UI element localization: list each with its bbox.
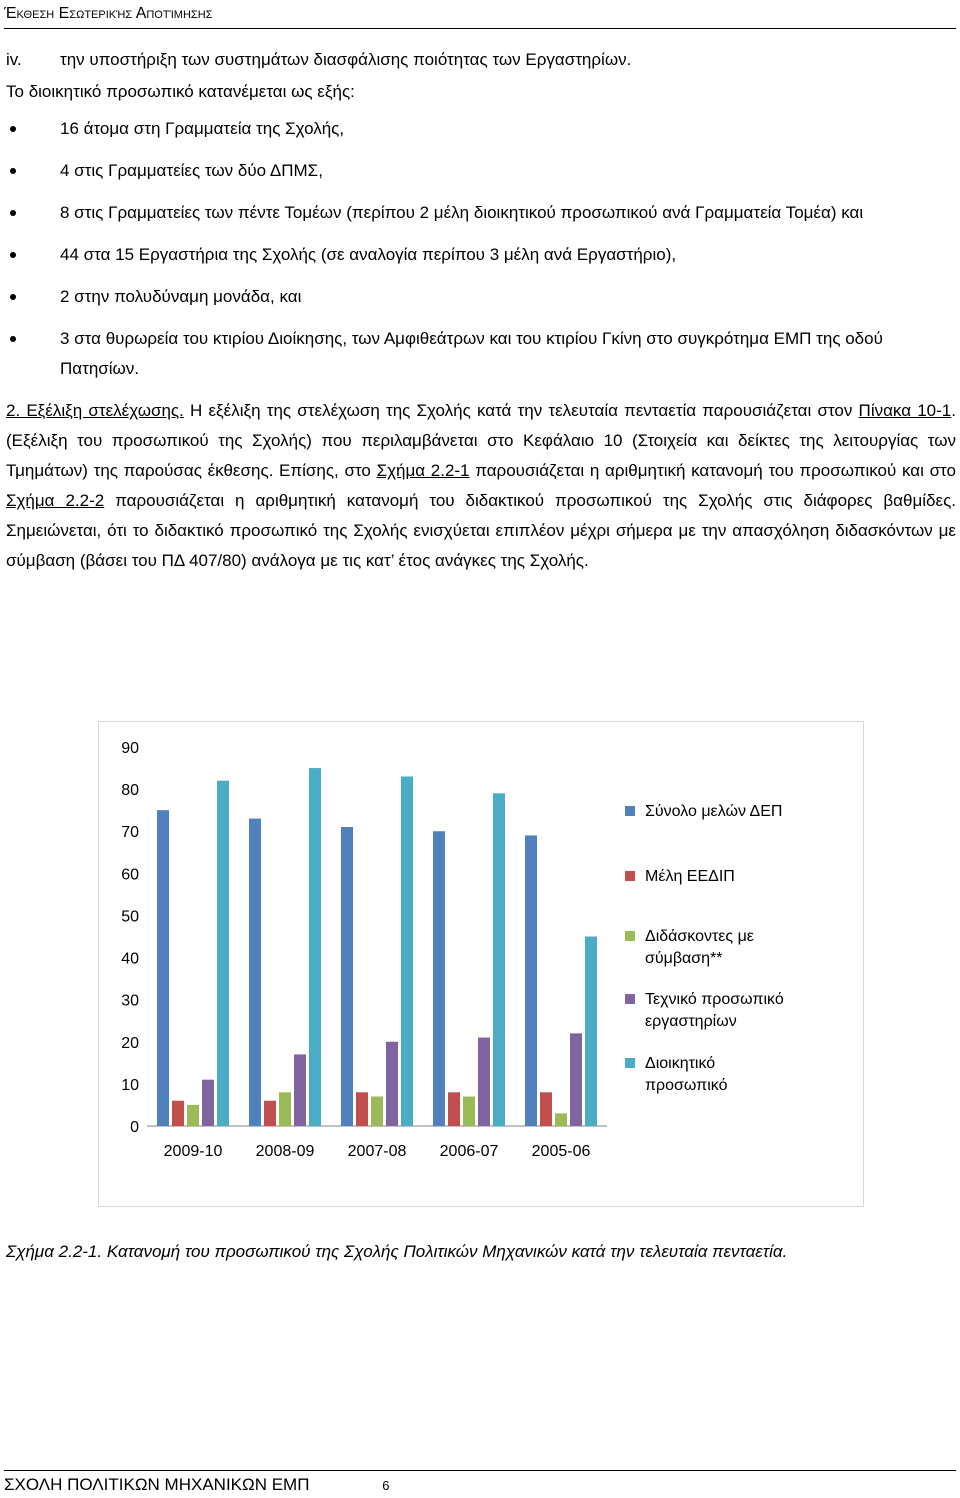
bullet-item: 16 άτομα στη Γραμματεία της Σχολής,	[6, 114, 956, 144]
bar	[478, 1038, 490, 1126]
page-content	[6, 46, 956, 576]
figure-ref-link[interactable]: Σχήμα 2.2-2	[6, 491, 105, 510]
staff-bullet-list	[6, 114, 956, 384]
section-heading: 2. Εξέλιξη στελέχωσης.	[6, 401, 184, 420]
bar	[294, 1054, 306, 1126]
legend-label: προσωπικό	[645, 1077, 728, 1094]
bar	[585, 937, 597, 1127]
legend-swatch	[625, 931, 635, 941]
bullet-item: 3 στα θυρωρεία του κτιρίου Διοίκησης, των Αμφιθεάτρων και του κτιρίου Γκίνη στο συγκρότημα ΕΜΠ της οδού Πατησίων.	[6, 324, 956, 384]
y-tick-label: 60	[121, 866, 139, 884]
legend-label: Διοικητικό	[645, 1055, 716, 1072]
legend-swatch	[625, 806, 635, 816]
bar	[448, 1092, 460, 1126]
y-tick-label: 30	[121, 992, 139, 1010]
bar	[217, 781, 229, 1126]
paragraph-text: . (Εξέλιξη του προσωπικού της Σχολής) που περιλαμβάνεται στο Κεφάλαιο 10 (Στοιχεία και δείκτες της λειτουργίας των Τμημάτων) της παρούσας έκθεσης. Επίσης, στο	[6, 401, 956, 480]
y-tick-label: 70	[121, 824, 139, 842]
figure-ref-link[interactable]: Σχήμα 2.2-1	[376, 461, 470, 480]
bar	[249, 819, 261, 1126]
table-ref-link[interactable]: Πίνακα 10-1	[858, 401, 952, 420]
legend-label: σύμβαση**	[645, 950, 723, 967]
x-tick-label: 2008-09	[255, 1143, 315, 1160]
bar	[202, 1080, 214, 1126]
legend-label: Σύνολο μελών ΔΕΠ	[645, 803, 783, 820]
footer-school: ΣΧΟΛΗ ΠΟΛΙΤΙΚΩΝ ΜΗΧΑΝΙΚΩΝ ΕΜΠ	[4, 1475, 310, 1494]
bar	[187, 1105, 199, 1126]
page-number: 6	[382, 1478, 390, 1493]
bar	[525, 835, 537, 1126]
bar	[172, 1101, 184, 1126]
bullet-item: 4 στις Γραμματείες των δύο ΔΠΜΣ,	[6, 156, 956, 186]
staff-chart-figure	[98, 721, 864, 1207]
legend-label: Τεχνικό προσωπικό	[645, 991, 784, 1008]
y-tick-label: 40	[121, 950, 139, 968]
x-tick-label: 2007-08	[347, 1143, 407, 1160]
bar	[341, 827, 353, 1126]
bullet-item: 2 στην πολυδύναμη μονάδα, και	[6, 282, 956, 312]
figure-caption: Σχήμα 2.2-1. Κατανομή του προσωπικού της Σχολής Πολιτικών Μηχανικών κατά την τελευταία πενταετία.	[6, 1242, 788, 1261]
legend-label: Διδάσκοντες με	[645, 928, 754, 945]
paragraph-text: παρουσιάζεται η αριθμητική κατανομή του προσωπικού και στο	[469, 461, 956, 480]
legend-label: Μέλη ΕΕΔΙΠ	[645, 868, 735, 885]
bar	[555, 1113, 567, 1126]
y-tick-label: 50	[121, 908, 139, 926]
bar	[570, 1033, 582, 1126]
staff-bar-chart	[99, 722, 863, 1206]
bar	[540, 1092, 552, 1126]
legend-swatch	[625, 994, 635, 1004]
bar	[264, 1101, 276, 1126]
bullet-item: 44 στα 15 Εργαστήρια της Σχολής (σε αναλογία περίπου 3 μέλη ανά Εργαστήριο),	[6, 240, 956, 270]
bar	[371, 1097, 383, 1126]
header-title: Έκθεση Εσωτερικής Αποτίμησης	[4, 5, 213, 22]
x-tick-label: 2006-07	[439, 1143, 499, 1160]
y-tick-label: 0	[130, 1119, 139, 1136]
section-paragraph	[6, 396, 956, 576]
list-item-number: iv.	[6, 50, 22, 69]
intro-text: Το διοικητικό προσωπικό κατανέμεται ως εξής:	[6, 82, 355, 101]
bar	[386, 1042, 398, 1126]
legend-swatch	[625, 1058, 635, 1068]
y-tick-label: 80	[121, 782, 139, 800]
y-tick-label: 90	[121, 740, 139, 757]
x-tick-label: 2009-10	[163, 1143, 223, 1160]
bar	[356, 1092, 368, 1126]
page-footer	[4, 1470, 956, 1498]
legend-swatch	[625, 871, 635, 881]
bullet-item: 8 στις Γραμματείες των πέντε Τομέων (περίπου 2 μέλη διοικητικού προσωπικού ανά Γραμματεία Τομέα) και	[6, 198, 956, 228]
paragraph-text: Η εξέλιξη της στελέχωση της Σχολής κατά την τελευταία πενταετία παρουσιάζεται στον	[183, 401, 859, 420]
y-tick-label: 20	[121, 1034, 139, 1052]
bar	[493, 793, 505, 1126]
list-item-text: την υποστήριξη των συστημάτων διασφάλισης ποιότητας των Εργαστηρίων.	[60, 50, 632, 69]
list-item-iv	[6, 46, 956, 74]
bar	[157, 810, 169, 1126]
legend-label: εργαστηρίων	[645, 1013, 737, 1030]
paragraph-text: παρουσιάζεται η αριθμητική κατανομή του διδακτικού προσωπικού της Σχολής στις διάφορες βαθμίδες. Σημειώνεται, ότι το διδακτικό προσωπικό της Σχολής ενισχύεται επιπλέον μέχρι σήμερα με την απασχόληση διδασκόντων με σύμβαση (βάσει του ΠΔ 407/80) ανάλογα με τις κατ’ έτος ανάγκες της Σχολής.	[6, 491, 956, 570]
bar	[433, 831, 445, 1126]
page-header	[4, 2, 956, 29]
x-tick-label: 2005-06	[531, 1143, 591, 1160]
bar	[279, 1092, 291, 1126]
bar	[463, 1097, 475, 1126]
y-tick-label: 10	[121, 1076, 139, 1094]
bar	[309, 768, 321, 1126]
bar	[401, 776, 413, 1126]
